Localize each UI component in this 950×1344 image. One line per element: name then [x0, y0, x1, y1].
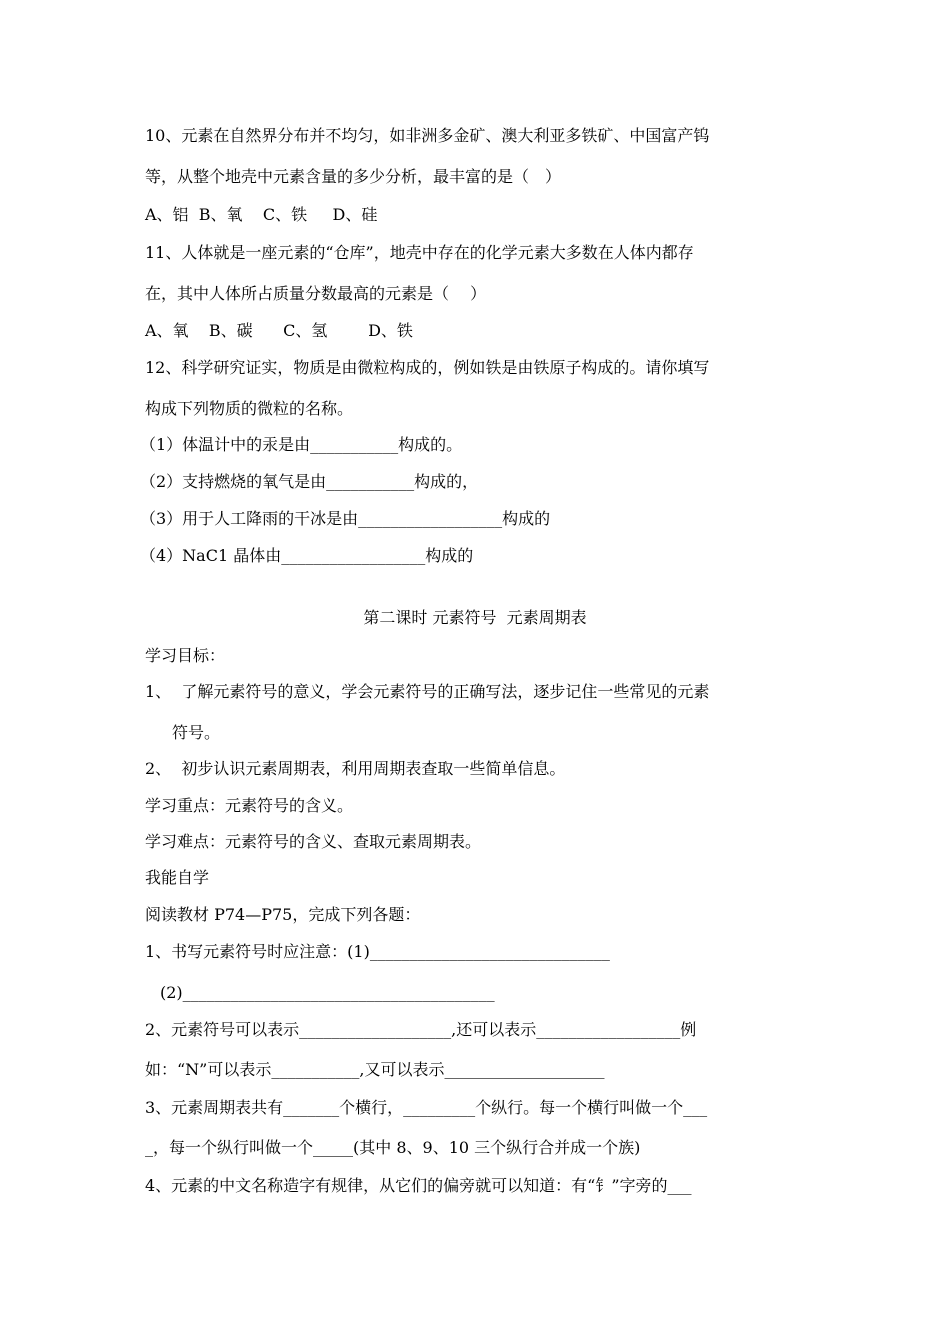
q10-options: A、铝 B、氧 C、铁 D、硅 — [145, 205, 378, 224]
difficulty: 学习难点：元素符号的含义、查取元素周期表。 — [145, 832, 482, 851]
exercise-1-line1: 1、书写元素符号时应注意：(1)______________________________ — [145, 942, 610, 961]
q11-line2: 在，其中人体所占质量分数最高的元素是（ ） — [145, 284, 487, 303]
exercise-3-line2: _，每一个纵行叫做一个_____(其中 8、9、10 三个纵行合并成一个族) — [145, 1138, 641, 1157]
goal-1-line1: 1、 了解元素符号的意义，学会元素符号的正确写法，逐步记住一些常见的元素 — [145, 682, 710, 701]
exercise-2-line1: 2、元素符号可以表示___________________,还可以表示__________________例 — [145, 1020, 697, 1039]
exercise-1-line2: (2)_______________________________________ — [160, 983, 495, 1002]
goal-1-line2: 符号。 — [172, 723, 221, 742]
q12-item: （2）支持燃烧的氧气是由___________构成的， — [140, 472, 479, 491]
reading-instruction: 阅读教材 P74—P75，完成下列各题： — [145, 905, 421, 924]
exercise-2-line2: 如：“N”可以表示___________,又可以表示____________________ — [145, 1060, 605, 1079]
exercise-3-line1: 3、元素周期表共有_______个横行，_________个纵行。每一个横行叫做一个___ — [145, 1098, 708, 1117]
exercise-4-line1: 4、元素的中文名称造字有规律，从它们的偏旁就可以知道：有“钅”字旁的___ — [145, 1176, 692, 1195]
q12-item: （1）体温计中的汞是由___________构成的。 — [140, 435, 463, 454]
q10-line1: 10、元素在自然界分布并不均匀，如非洲多金矿、澳大利亚多铁矿、中国富产钨 — [145, 126, 710, 145]
q12-item: （4）NaC1 晶体由__________________构成的 — [140, 546, 474, 565]
q12-item: （3）用于人工降雨的干冰是由__________________构成的 — [140, 509, 551, 528]
goals-heading: 学习目标： — [145, 646, 226, 665]
q10-line2: 等，从整个地壳中元素含量的多少分析，最丰富的是（ ） — [145, 167, 562, 186]
q11-line1: 11、人体就是一座元素的“仓库”，地壳中存在的化学元素大多数在人体内都存 — [145, 243, 694, 262]
q11-options: A、氧 B、碳 C、氢 D、铁 — [145, 321, 413, 340]
self-study-heading: 我能自学 — [145, 868, 210, 887]
q12-line2: 构成下列物质的微粒的名称。 — [145, 399, 354, 418]
lesson-title: 第二课时 元素符号 元素周期表 — [363, 608, 587, 627]
q12-line1: 12、科学研究证实，物质是由微粒构成的，例如铁是由铁原子构成的。请你填写 — [145, 358, 710, 377]
key-point: 学习重点：元素符号的含义。 — [145, 796, 354, 815]
goal-2: 2、 初步认识元素周期表，利用周期表查取一些简单信息。 — [145, 759, 566, 778]
